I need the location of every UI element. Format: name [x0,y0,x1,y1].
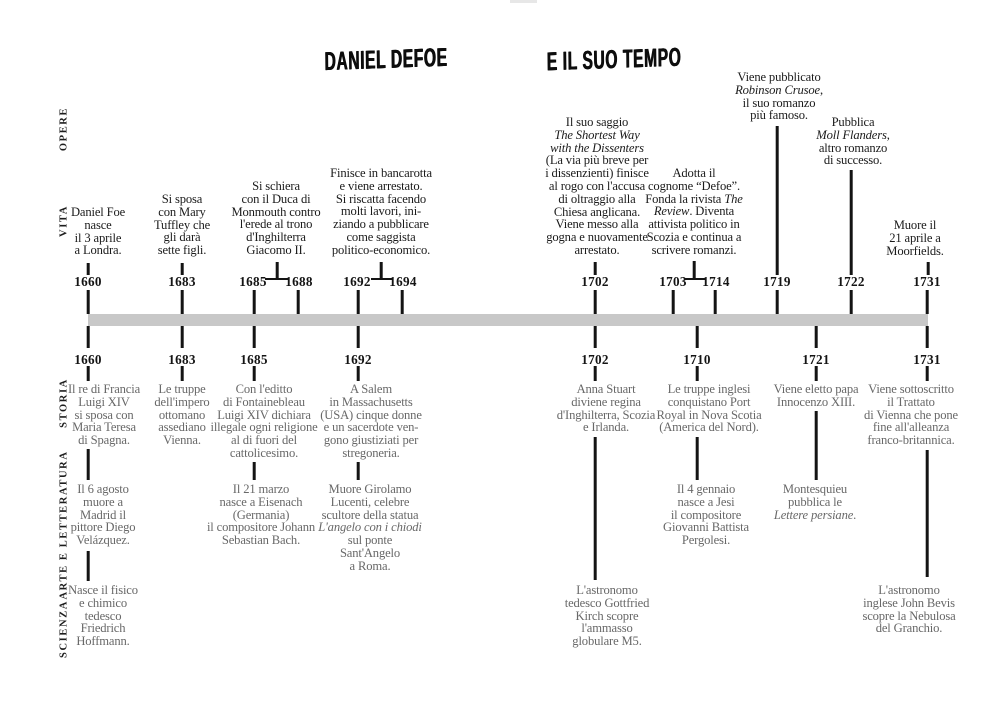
connector-line [776,126,779,275]
event-arte-1721: Montesquieu pubblica le Lettere persiane. [773,482,857,522]
event-storia-1721: Viene eletto papa Innocenzo XIII. [773,382,859,409]
row-label-storia: STORIA [58,378,70,428]
connector-line [850,290,853,314]
event-vita-1683: Si sposa con Mary Tuffley che gli darà sette figli. [153,192,211,258]
connector-line [926,450,929,577]
event-storia-1710: Le truppe inglesi conquistano Port Royal in Nova Scotia (America del Nord). [656,382,762,435]
connector-line [297,290,300,314]
connector-line [594,437,597,580]
year-top-1660: 1660 [74,274,102,289]
connector-line [87,366,90,381]
connector-line [696,366,699,381]
connector-line [253,290,256,314]
year-bottom-1731: 1731 [913,352,941,367]
row-label-opere: OPERE [58,106,70,152]
event-vita-1731: Muore il 21 aprile a Moorfields. [886,218,944,258]
year-top-1719: 1719 [763,274,791,289]
page-title-left: DANIEL DEFOE [324,41,448,77]
connector-line [253,462,256,480]
connector-line [357,326,360,348]
year-top-1683: 1683 [168,274,196,289]
event-storia-1683: Le truppe dell'impero ottomano assediano Vienna. [154,382,210,448]
connector-line [815,326,818,348]
year-bottom-1692: 1692 [344,352,372,367]
connector-line [357,366,360,381]
connector-line [926,326,929,348]
event-opere-1702: Il suo saggio The Shortest Way with the Dissenters (La via più breve per i dissenzienti) finisce al rogo con l'accusa di oltraggio alla Chiesa anglicana. Viene messo alla gogna e nuovamente arrestato. [545,115,649,257]
year-bottom-1683: 1683 [168,352,196,367]
connector-line [594,366,597,381]
event-scienza-1731: L'astronomo inglese John Bevis scopre la Nebulosa del Granchio. [862,583,956,636]
event-vita-1692-1694: Finisce in bancarotta e viene arrestato. Si riscatta facendo molti lavori, ini- ziando a pubblicare come saggista politico-economico. [330,166,432,257]
row-label-arte: ARTE E LETTERATURA [58,450,70,600]
year-bottom-1721: 1721 [802,352,830,367]
connector-line [714,290,717,314]
event-opere-1719: Viene pubblicato Robinson Crusoe, il suo romanzo più famoso. [735,70,823,123]
connector-line [776,290,779,314]
connector-line [87,449,90,480]
event-storia-1692: A Salem in Massachusetts (USA) cinque donne e un sacerdote ven- gono giustiziati per stregoneria. [320,382,422,460]
connector-line [253,366,256,381]
connector-line [594,290,597,314]
timeline-bar [88,314,928,326]
connector-line [357,290,360,314]
event-vita-1660: Daniel Foe nasce il 3 aprile a Londra. [70,205,126,258]
event-opere-1722: Pubblica Moll Flanders, altro romanzo di successo. [816,115,890,168]
year-top-1692: 1692 [343,274,371,289]
year-top-1694: 1694 [389,274,417,289]
connector-line [696,326,699,348]
connector-line [181,366,184,381]
year-top-1731: 1731 [913,274,941,289]
page-title-right: E IL SUO TEMPO [546,41,682,77]
year-top-1685: 1685 [239,274,267,289]
connector-line [696,437,699,480]
row-label-scienza: SCIENZA [58,600,70,658]
connector-line [401,290,404,314]
year-bottom-1685: 1685 [240,352,268,367]
connector-line [926,290,929,314]
event-storia-1660: Il re di Francia Luigi XIV si sposa con Maria Teresa di Spagna. [67,382,141,448]
connector-line [253,326,256,348]
event-arte-1692: Muore Girolamo Lucenti, celebre scultore della statua L'angelo con i chiodi sul ponte Sant'Angelo a Roma. [318,482,422,573]
connector-line [87,326,90,348]
page-top-tab [510,0,537,3]
connector-line [815,411,818,480]
year-top-1688: 1688 [285,274,313,289]
event-vita-1685-1688: Si schiera con il Duca di Monmouth contro l'erede al trono d'Inghilterra Giacomo II. [231,179,321,257]
connector-line [850,170,853,275]
event-opere-1703-1714: Adotta il cognome “Defoe”. Fonda la rivista The Review. Diventa attivista politico in Scozia e continua a scrivere romanzi. [645,166,743,257]
year-bottom-1660: 1660 [74,352,102,367]
event-storia-1685: Con l'editto di Fontainebleau Luigi XIV dichiara illegale ogni religione al di fuori del cattolicesimo. [210,382,318,460]
connector-line [87,551,90,581]
year-top-1714: 1714 [702,274,730,289]
event-arte-1660: Il 6 agosto muore a Madrid il pittore Diego Velázquez. [70,482,136,548]
connector-line [181,326,184,348]
year-top-1722: 1722 [837,274,865,289]
connector-line [815,366,818,381]
event-storia-1702: Anna Stuart diviene regina d'Inghilterra, Scozia e Irlanda. [556,382,656,435]
connector-line [672,290,675,314]
event-storia-1731: Viene sottoscritto il Trattato di Vienna che pone fine all'alleanza franco-britannica. [864,382,958,448]
year-top-1703: 1703 [659,274,687,289]
row-label-vita: VITA [58,205,70,237]
year-top-1702: 1702 [581,274,609,289]
year-bottom-1710: 1710 [683,352,711,367]
connector-line [87,290,90,314]
event-arte-1685: Il 21 marzo nasce a Eisenach (Germania) il compositore Johann Sebastian Bach. [206,482,316,548]
connector-line [926,366,929,381]
connector-line [594,326,597,348]
event-scienza-1660: Nasce il fisico e chimico tedesco Friedrich Hoffmann. [68,583,138,649]
connector-line [357,462,360,480]
year-bottom-1702: 1702 [581,352,609,367]
event-scienza-1702: L'astronomo tedesco Gottfried Kirch scopre l'ammasso globulare M5. [564,583,650,649]
event-arte-1710: Il 4 gennaio nasce a Jesi il compositore Giovanni Battista Pergolesi. [663,482,749,548]
connector-line [181,290,184,314]
